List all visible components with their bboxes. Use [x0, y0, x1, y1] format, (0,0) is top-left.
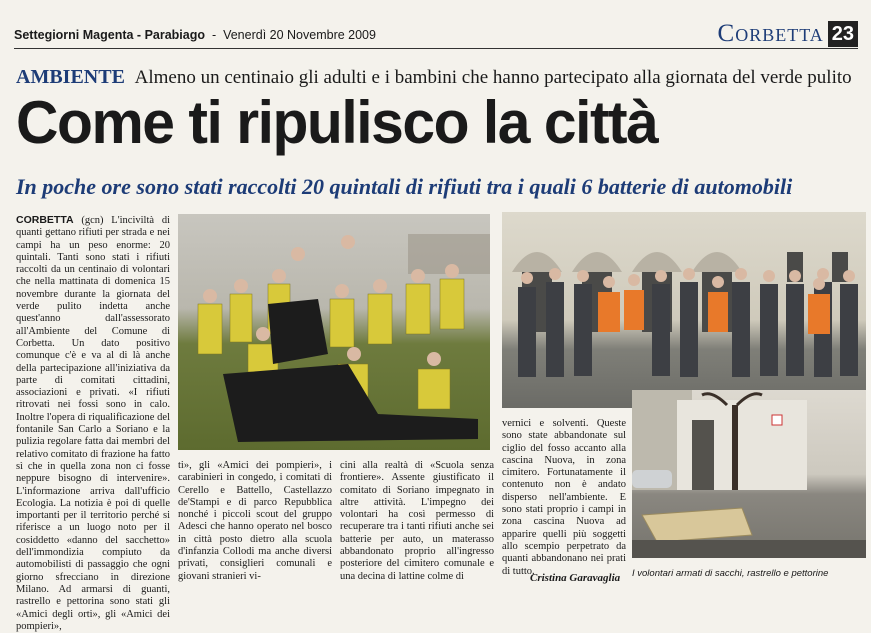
article-column-4: vernici e solventi. Queste sono state abbandonate sul ciglio del fosso accanto alla cascina Nuova, in zona cimitero. Fortunatamente il contenuto non è andato disperso nell'ambiente. E sono stati proprio i campi in zona cascina Nuova ad apparire quelli più soggetti allo scempio perpetrato da quanti abbandonano nei prati di tutto.	[502, 418, 626, 577]
volunteers-photo-town-image	[502, 212, 866, 408]
page-number: 23	[828, 21, 858, 47]
publication-name: Settegiorni Magenta - Parabiago	[14, 28, 206, 42]
publication-date: Venerdì 20 Novembre 2009	[223, 28, 376, 42]
kicker	[16, 66, 852, 89]
publication-line: Settegiorni Magenta - Parabiago - Venerdì 20 Novembre 2009	[14, 28, 376, 42]
dumped-mattress-photo	[632, 390, 866, 558]
volunteers-photo-town	[502, 212, 866, 408]
volunteers-photo-group	[178, 214, 490, 450]
dateline-place: CORBETTA	[16, 214, 74, 226]
volunteers-photo-group-image	[178, 214, 490, 450]
section-header	[718, 20, 858, 48]
column-1-text: (gcn) L'inciviltà di quanti gettano rifiuti per strada e nei campi ha un peso enorme: 20 quintali. Tanti sono stati i rifiuti raccolti da un centinaio di volontari che nella mattinata di domenica 15 novembre durante la giornata del verde pulito indetta anche quest'anno dall'assessorato all'Ambiente del Comune di Corbetta. Un dato positivo comunque c'è e va al di là anche della partecipazione all'iniziativa da parte di comitati cittadini, associazioni e privati. «I rifiuti ritrovati nei fossi sono in calo. Inoltre l'opera di riqualificazione del fontanile San Carlo a Soriano e la pulizia regolare fatta dai membri del relativo comitato di frazione ha fatto sì che in quella zona non ci fosse neppure bisogno di intervenire». L'informazione arriva dall'ufficio Ecologia. La notizia è poi di quelle importanti per il territorio perché si riferisce a un luogo noto per il cosiddetto «danno del sacchetto» dell'immondizia compiuto da automobilisti di passaggio che ogni giorno sfrecciano in direzione Milano. Ad armarsi di guanti, rastrello e pettorina sono stati gli «Amici degli orti», gli «Amici dei pompieri»,	[16, 215, 170, 632]
kicker-tag: AMBIENTE	[16, 66, 125, 88]
section-name: Corbetta	[717, 20, 824, 47]
article-column-3: cini alla realtà di «Scuola senza frontiere». Assente giustificato il comitato di Soriano impegnato in altre attività. L'impegno dei volontari ha così permesso di recuperare tra i tanti rifiuti anche sei batterie per auto, un materasso abbandonato proprio all'ingresso posteriore del cimitero comunale e una decina di lattine colme di	[340, 460, 494, 582]
article-column-1	[16, 214, 170, 632]
subhead: In poche ore sono stati raccolti 20 quintali di rifiuti tra i quali 6 batterie di automobili	[16, 174, 793, 199]
article-column-2: ti», gli «Amici dei pompieri», i carabinieri in congedo, i comitati di Cerello e Battello, Castellazzo de'Stampi e di parco Repubblica nonché i piccoli scout del gruppo Adesci che hanno operato nel bosco in città posto dietro alla scuola d'infanzia Collodi ma anche diversi privati, consiglieri comunali e giovani stranieri vi-	[178, 460, 332, 582]
kicker-text: Almeno un centinaio gli adulti e i bambini che hanno partecipato alla giornata del verde pulito	[134, 67, 852, 88]
photo-caption: I volontari armati di sacchi, rastrello e pettorine	[632, 568, 829, 579]
masthead	[14, 20, 858, 49]
headline: Come ti ripulisco la città	[16, 89, 658, 156]
byline: Cristina Garavaglia	[530, 572, 621, 584]
dumped-mattress-photo-image	[632, 390, 866, 558]
